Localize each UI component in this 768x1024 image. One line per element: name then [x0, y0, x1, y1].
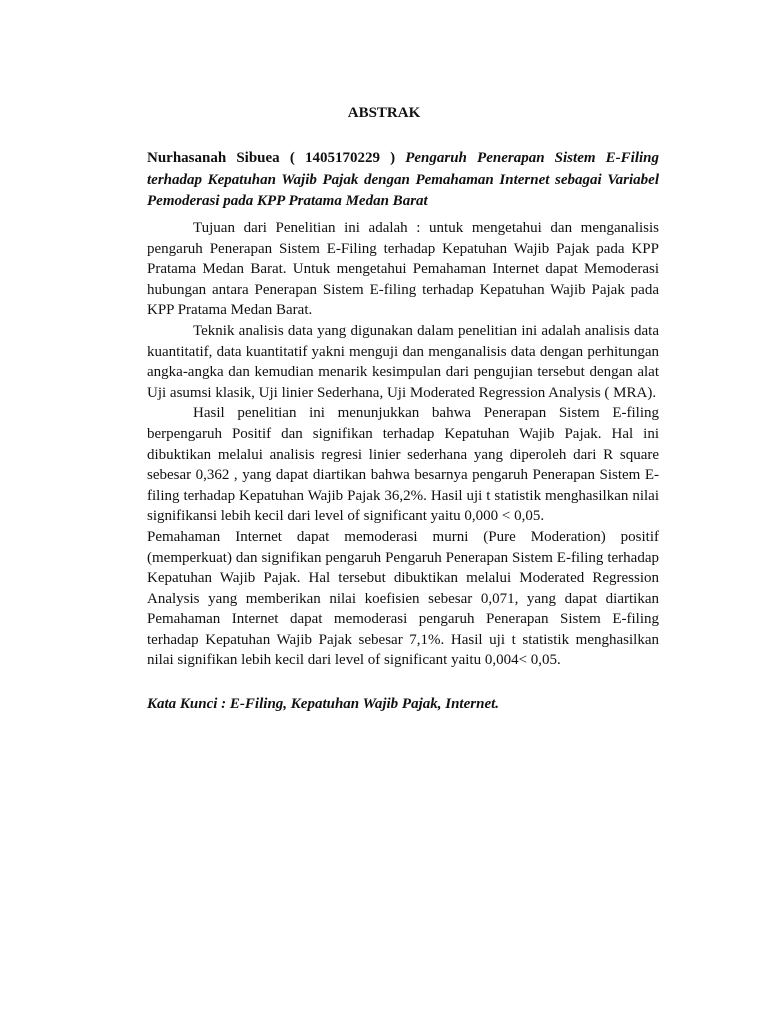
paragraph-method: Teknik analisis data yang digunakan dalam penelitian ini adalah analisis data kuantitatif, data kuantitatif yakni menguji dan menganalisis data dengan perhitungan angka-angka dan kemudian menarik kesimpulan dari pengujian tersebut dengan alat Uji asumsi klasik, Uji linier Sederhana, Uji Moderated Regression Analysis ( MRA). — [147, 322, 659, 401]
paragraph-objective: Tujuan dari Penelitian ini adalah : untuk mengetahui dan menganalisis pengaruh Penerapan Sistem E-Filing terhadap Kepatuhan Wajib Pajak pada KPP Pratama Medan Barat. Untuk mengetahui Pemahaman Internet dapat Memoderasi hubungan antara Penerapan Sistem E-filing terhadap Kepatuhan Wajib Pajak pada KPP Pratama Medan Barat. — [147, 220, 659, 319]
paragraph-moderation: Pemahaman Internet dapat memoderasi murni (Pure Moderation) positif (memperkuat) dan signifikan pengaruh Pengaruh Penerapan Sistem E-filing terhadap Kepatuhan Wajib Pajak. Hal tersebut dibuktikan melalui Moderated Regression Analysis yang memberikan nilai koefisien sebesar 0,071, yang dapat diartikan Pemahaman Internet dapat memoderasi pengaruh Penerapan Sistem E-filing terhadap Kepatuhan Wajib Pajak sebesar 7,1%. Hasil uji t statistik menghasilkan nilai signifikan lebih kecil dari level of significant yaitu 0,004< 0,05. — [147, 528, 659, 669]
paragraph-result: Hasil penelitian ini menunjukkan bahwa Penerapan Sistem E-filing berpengaruh Positif dan signifikan terhadap Kepatuhan Wajib Pajak. Hal ini dibuktikan melalui analisis regresi linier sederhana yang diperoleh dari R square sebesar 0,362 , yang dapat diartikan bahwa besarnya pengaruh Penerapan Sistem E-filing terhadap Kepatuhan Wajib Pajak 36,2%. Hasil uji t statistik menghasilkan nilai signifikansi lebih kecil dari level of significant yaitu 0,000 < 0,05. — [147, 405, 659, 525]
abstract-heading — [147, 148, 659, 213]
abstract-body — [147, 218, 659, 671]
author-id: Nurhasanah Sibuea ( 1405170229 ) — [147, 150, 396, 166]
keywords: Kata Kunci : E-Filing, Kepatuhan Wajib Pajak, Internet. — [147, 696, 500, 712]
thesis-title: Pengaruh Penerapan Sistem E-Filing terhadap Kepatuhan Wajib Pajak dengan Pemahaman Internet sebagai Variabel Pemoderasi pada KPP Pratama Medan Barat — [147, 150, 659, 209]
page-title: ABSTRAK — [347, 105, 421, 121]
